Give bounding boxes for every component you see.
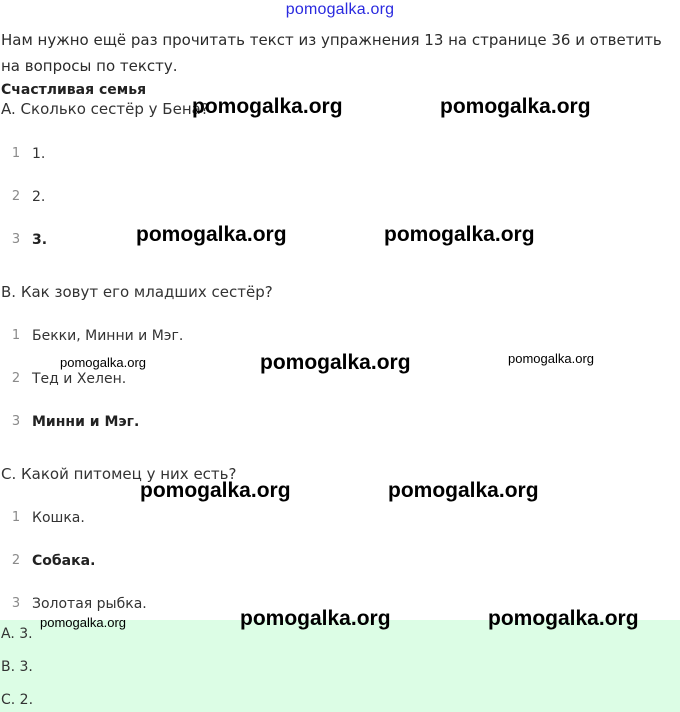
- watermark: pomogalka.org: [40, 615, 126, 630]
- watermark: pomogalka.org: [136, 223, 287, 246]
- answer-c: C. 2.: [1, 692, 34, 708]
- watermark: pomogalka.org: [140, 479, 291, 502]
- option-text: 2.: [32, 189, 46, 205]
- watermark: pomogalka.org: [260, 351, 411, 374]
- option-number: 1: [11, 510, 21, 525]
- option-text: 1.: [32, 146, 46, 162]
- site-header[interactable]: pomogalka.org: [285, 1, 395, 18]
- option-text: Бекки, Минни и Мэг.: [32, 328, 184, 344]
- watermark: pomogalka.org: [440, 95, 591, 118]
- answer-box: [0, 620, 680, 712]
- watermark: pomogalka.org: [192, 95, 343, 118]
- option-number: 3: [11, 414, 21, 429]
- option-text-correct: Минни и Мэг.: [32, 414, 140, 430]
- story-title: Счастливая семья: [1, 82, 147, 98]
- option-text-correct: 3.: [32, 232, 48, 248]
- option-text: Кошка.: [32, 510, 85, 526]
- watermark: pomogalka.org: [488, 607, 639, 630]
- question-c: C. Какой питомец у них есть?: [1, 465, 237, 483]
- option-number: 1: [11, 328, 21, 343]
- option-number: 3: [11, 596, 21, 611]
- watermark: pomogalka.org: [388, 479, 539, 502]
- question-b: B. Как зовут его младших сестёр?: [1, 283, 273, 301]
- watermark: pomogalka.org: [508, 351, 594, 366]
- option-number: 2: [11, 553, 21, 568]
- watermark: pomogalka.org: [240, 607, 391, 630]
- option-number: 3: [11, 232, 21, 247]
- option-number: 2: [11, 189, 21, 204]
- option-text-correct: Собака.: [32, 553, 96, 569]
- answer-a: A. 3.: [1, 626, 33, 642]
- answer-b: B. 3.: [1, 659, 33, 675]
- intro-text: Нам нужно ещё раз прочитать текст из упражнения 13 на странице 36 и ответить на вопросы по тексту.: [1, 31, 662, 75]
- watermark: pomogalka.org: [60, 355, 146, 370]
- question-a: A. Сколько сестёр у Бена?: [1, 100, 209, 118]
- option-text: Тед и Хелен.: [32, 371, 127, 387]
- option-number: 1: [11, 146, 21, 161]
- option-text: Золотая рыбка.: [32, 596, 147, 612]
- option-number: 2: [11, 371, 21, 386]
- watermark: pomogalka.org: [384, 223, 535, 246]
